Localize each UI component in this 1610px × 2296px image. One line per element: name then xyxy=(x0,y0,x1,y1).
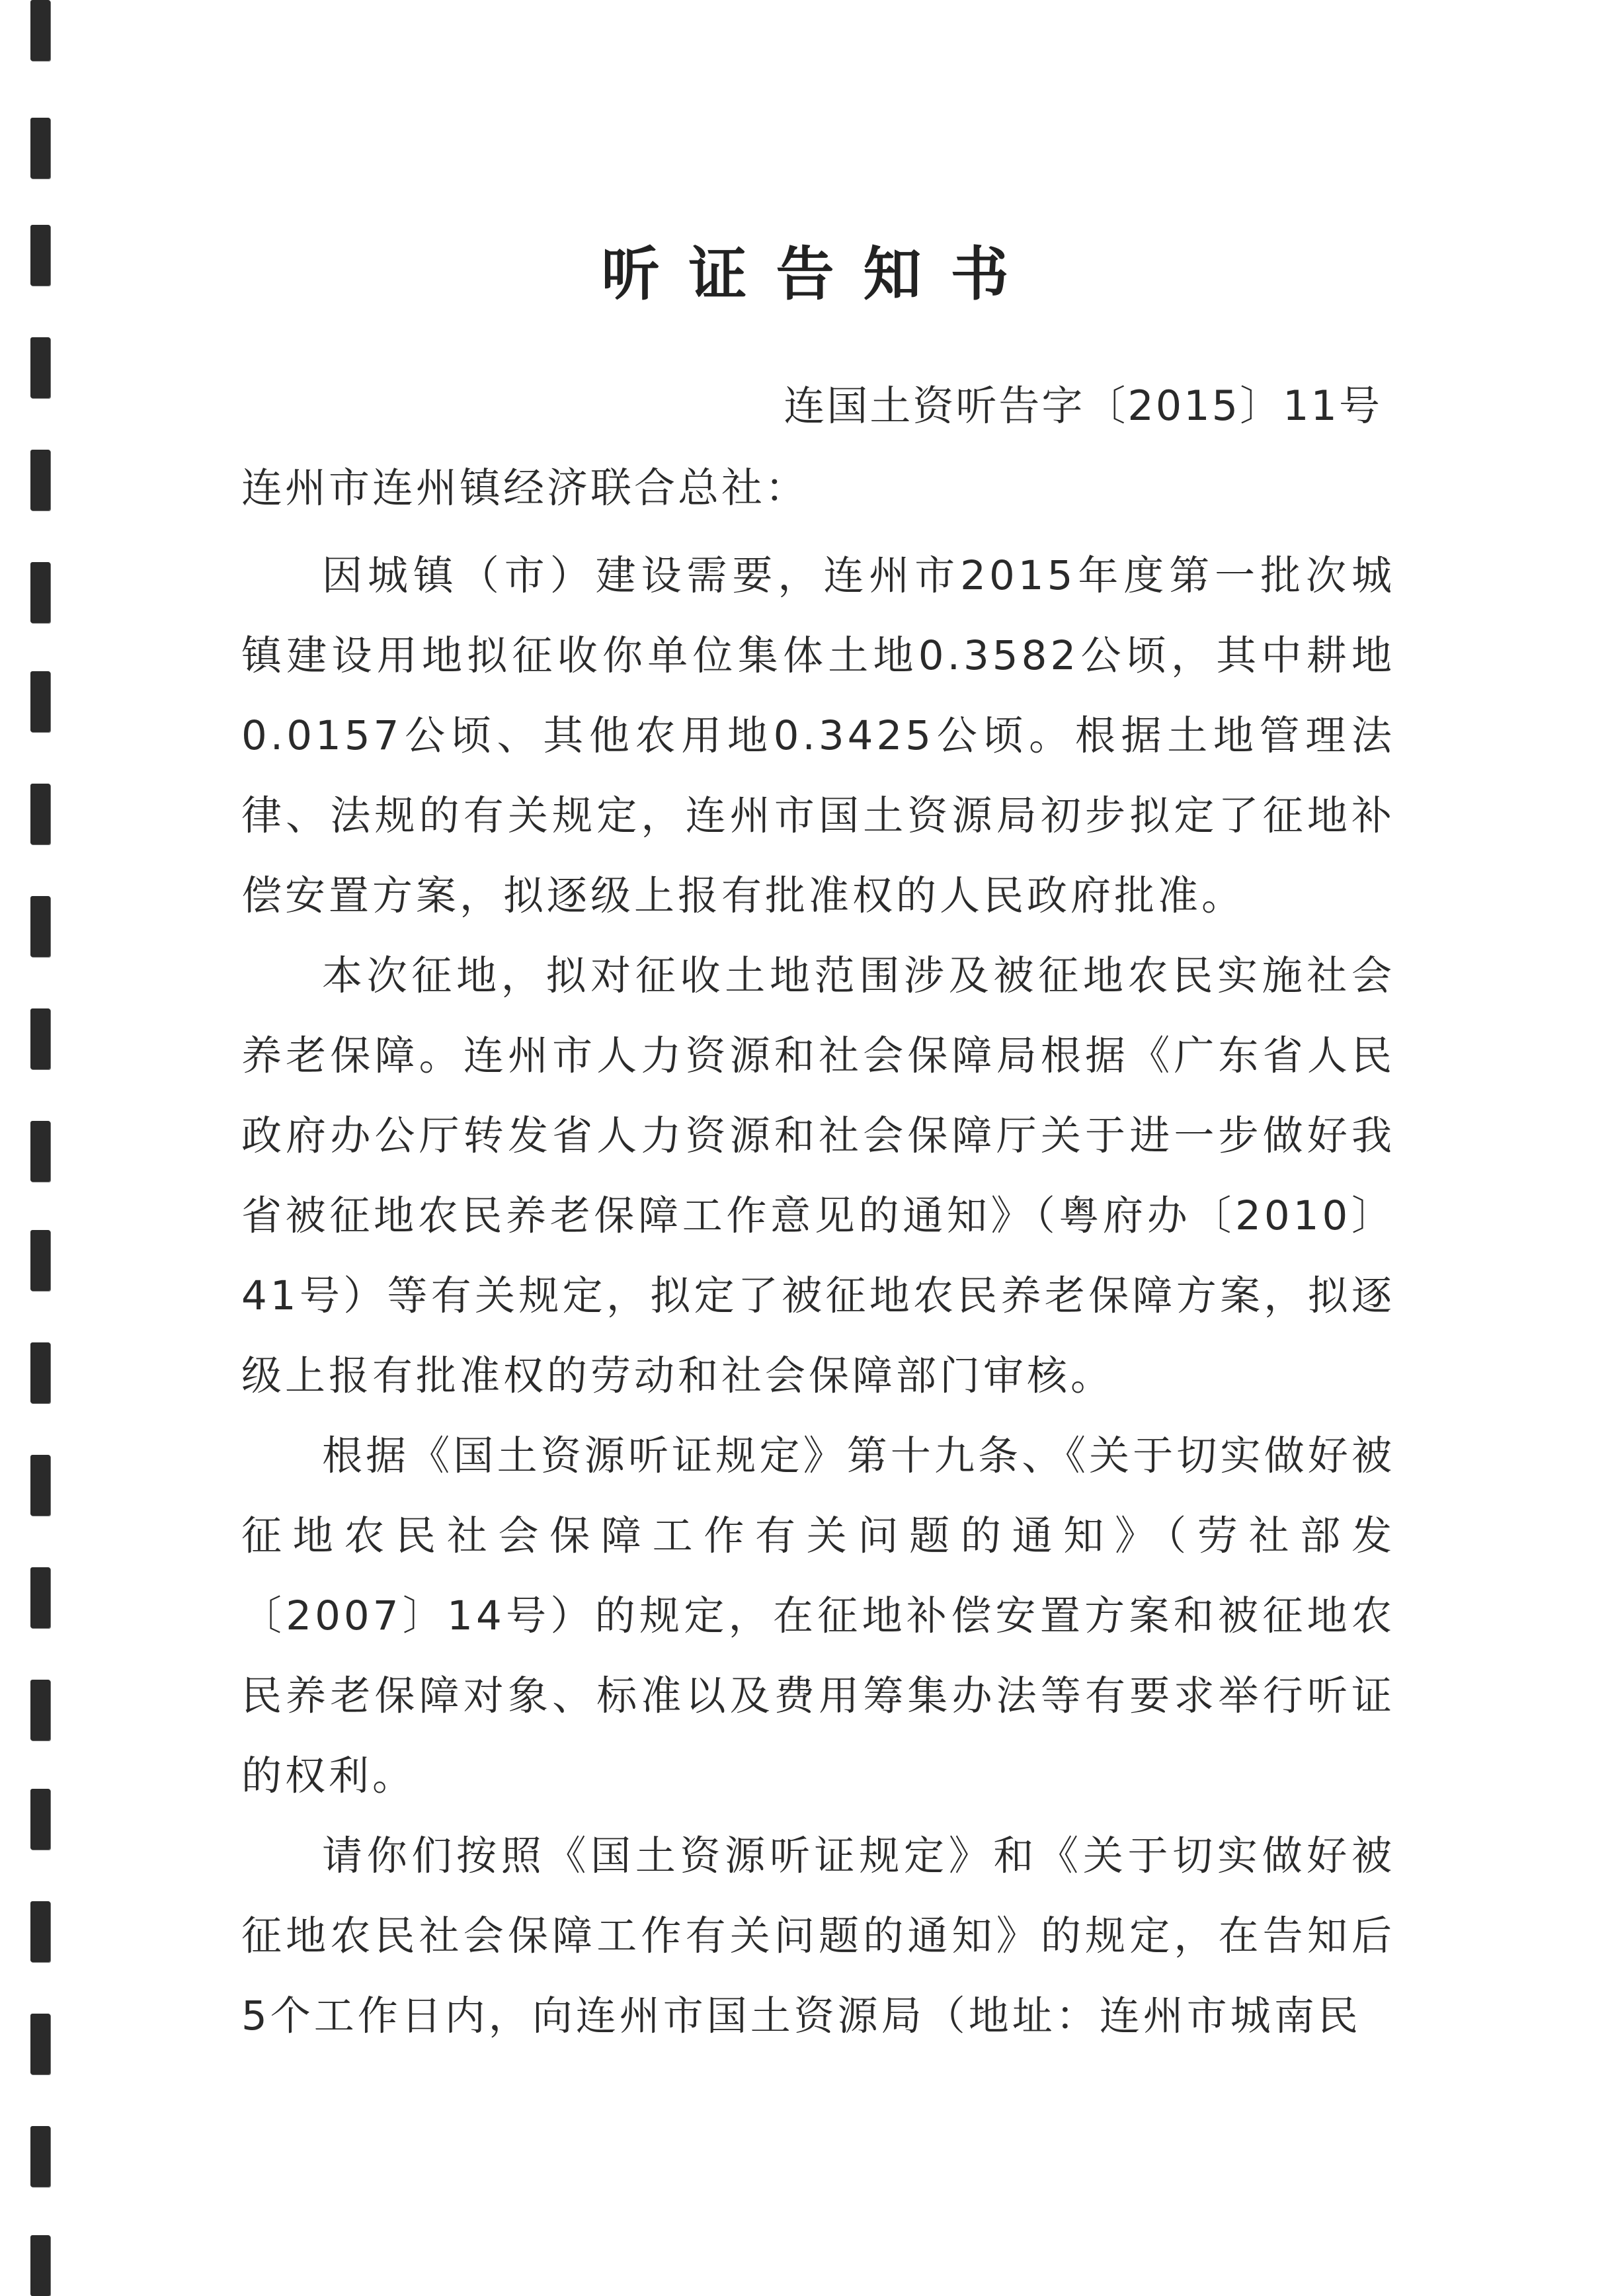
document-number: 连国土资听告字〔2015〕11号 xyxy=(784,382,1382,430)
binding-strip xyxy=(30,0,53,2293)
recipient-line: 连州市连州镇经济联合总社： xyxy=(241,464,809,512)
binding-hole-mark xyxy=(30,1342,50,1403)
binding-hole-mark xyxy=(30,0,50,61)
binding-hole-mark xyxy=(30,784,50,844)
binding-hole-mark xyxy=(30,1455,50,1516)
binding-hole-mark xyxy=(30,1008,50,1069)
paragraph-expropriation-notice: 因城镇（市）建设需要，连州市2015年度第一批次城镇建设用地拟征收你单位集体土地0.3582公顷，其中耕地0.0157公顷、其他农用地0.3425公顷。根据土地管理法律、法规的有关规定，连州市国土资源局初步拟定了征地补偿安置方案，拟逐级上报有批准权的人民政府批准。 xyxy=(241,552,1395,919)
paragraph-hearing-request: 请你们按照《国土资源听证规定》和《关于切实做好被征地农民社会保障工作有关问题的通知》的规定，在告知后5个工作日内，向连州市国土资源局（地址：连州市城南民 xyxy=(241,1832,1395,2039)
binding-hole-mark xyxy=(30,2126,50,2187)
document-body xyxy=(241,536,1395,2056)
document-title: 听证告知书 xyxy=(601,239,1038,308)
binding-hole-mark xyxy=(30,1680,50,1741)
binding-hole-mark xyxy=(30,1121,50,1182)
binding-hole-mark xyxy=(30,671,50,732)
binding-hole-mark xyxy=(30,562,50,623)
binding-hole-mark xyxy=(30,1901,50,1962)
binding-hole-mark xyxy=(30,337,50,398)
binding-hole-mark xyxy=(30,1230,50,1291)
paragraph-hearing-rights: 根据《国土资源听证规定》第十九条、《关于切实做好被征地农民社会保障工作有关问题的通知》（劳社部发〔2007〕14号）的规定，在征地补偿安置方案和被征地农民养老保障对象、标准以及费用筹集办法等有要求举行听证的权利。 xyxy=(241,1432,1395,1799)
binding-hole-mark xyxy=(30,118,50,179)
paragraph-pension-security: 本次征地，拟对征收土地范围涉及被征地农民实施社会养老保障。连州市人力资源和社会保障局根据《广东省人民政府办公厅转发省人力资源和社会保障厅关于进一步做好我省被征地农民养老保障工作意见的通知》（粤府办〔2010〕41号）等有关规定，拟定了被征地农民养老保障方案，拟逐级上报有批准权的劳动和社会保障部门审核。 xyxy=(241,952,1395,1399)
binding-hole-mark xyxy=(30,2235,50,2296)
binding-hole-mark xyxy=(30,1789,50,1850)
binding-hole-mark xyxy=(30,896,50,957)
binding-hole-mark xyxy=(30,2014,50,2074)
binding-hole-mark xyxy=(30,1567,50,1628)
binding-hole-mark xyxy=(30,450,50,511)
